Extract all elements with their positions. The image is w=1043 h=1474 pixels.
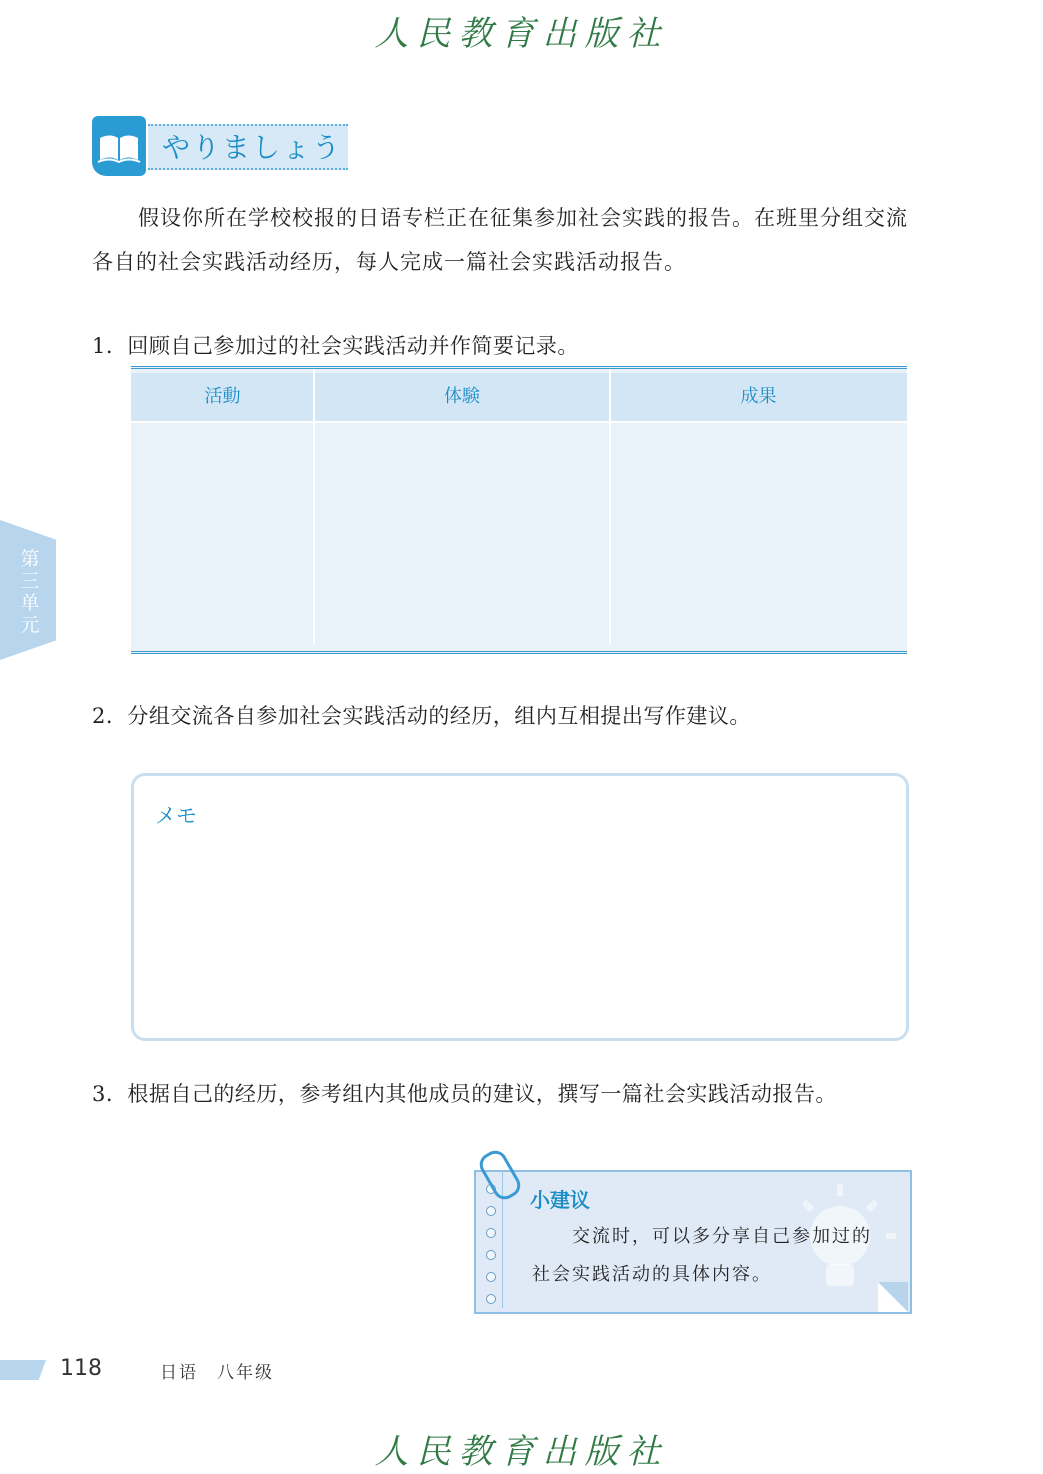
page-number: 118 <box>60 1356 102 1381</box>
intro-paragraph: 假设你所在学校校报的日语专栏正在征集参加社会实践的报告。在班里分组交流各自的社会实践活动经历，每人完成一篇社会实践活动报告。 <box>92 206 908 274</box>
tip-title: 小建议 <box>530 1188 590 1212</box>
activity-record-table <box>131 366 907 654</box>
memo-box[interactable] <box>131 773 909 1041</box>
step-3: 3. 根据自己的经历，参考组内其他成员的建议，撰写一篇社会实践活动报告。 <box>92 1082 837 1106</box>
footer-accent-bar <box>0 1360 46 1380</box>
table-header-result: 成果 <box>740 386 777 407</box>
table-header-activity: 活動 <box>204 386 241 407</box>
binding-ring-icon <box>486 1228 496 1238</box>
binding-ring-icon <box>486 1294 496 1304</box>
binding-ring-icon <box>486 1272 496 1282</box>
step-1: 1. 回顾自己参加过的社会实践活动并作简要记录。 <box>92 334 579 358</box>
publisher-watermark-top: 人民教育出版社 <box>374 14 669 54</box>
table-header-experience: 体験 <box>444 386 480 407</box>
step-2: 2. 分组交流各自参加社会实践活动的经历，组内互相提出写作建议。 <box>92 704 751 728</box>
table-header-row <box>131 373 907 421</box>
binding-ring-icon <box>486 1206 496 1216</box>
section-title: やりましょう <box>162 131 343 164</box>
publisher-watermark-bottom: 人民教育出版社 <box>374 1432 669 1472</box>
unit-side-label: 第三单元 <box>20 548 40 636</box>
binding-ring-icon <box>486 1250 496 1260</box>
footer-subject: 日语 八年级 <box>160 1363 274 1383</box>
open-book-icon <box>92 116 146 176</box>
tip-text: 交流时，可以多分享自己参加过的社会实践活动的具体内容。 <box>532 1226 872 1285</box>
memo-label: メモ <box>155 804 197 828</box>
